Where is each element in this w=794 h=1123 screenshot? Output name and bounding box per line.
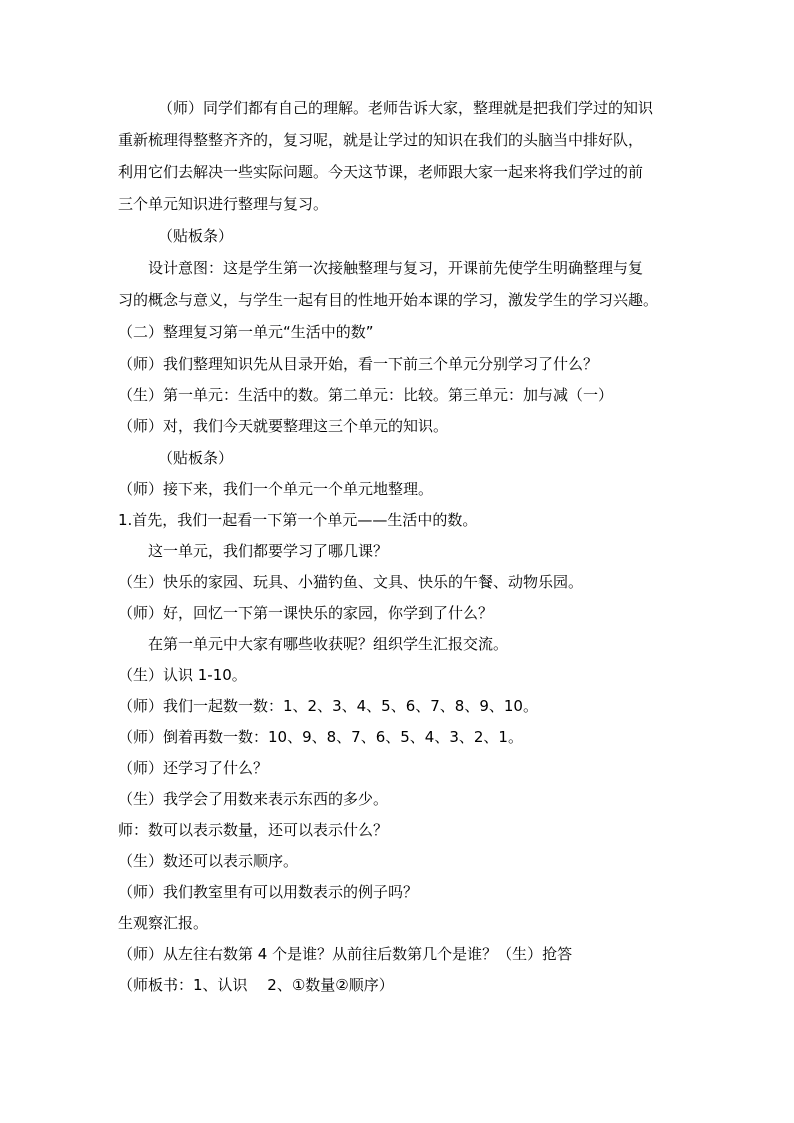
paragraph-line: （师）对，我们今天就要整理这三个单元的知识。 — [118, 417, 449, 435]
paragraph-line: （生）数还可以表示顺序。 — [118, 852, 299, 870]
paragraph-line: （生）认识 1-10。 — [118, 666, 247, 684]
paragraph-line: 生观察汇报。 — [118, 914, 209, 932]
paragraph-line: （生）快乐的家园、玩具、小猫钓鱼、文具、快乐的午餐、动物乐园。 — [118, 573, 584, 591]
paragraph-line: （师）接下来，我们一个单元一个单元地整理。 — [118, 480, 434, 498]
paragraph-line: （贴板条） — [158, 449, 234, 467]
paragraph-line: （贴板条） — [158, 227, 234, 245]
paragraph-line: 1.首先，我们一起看一下第一个单元——生活中的数。 — [118, 511, 478, 529]
paragraph-line: 这一单元，我们都要学习了哪几课？ — [148, 542, 389, 560]
paragraph-line: （生）我学会了用数来表示东西的多少。 — [118, 790, 389, 808]
paragraph-line: 重新梳理得整整齐齐的，复习呢，就是让学过的知识在我们的头脑当中排好队， — [118, 131, 644, 149]
paragraph-line: （师）倒着再数一数：10、9、8、7、6、5、4、3、2、1。 — [118, 728, 523, 746]
paragraph-line: 利用它们去解决一些实际问题。今天这节课，老师跟大家一起来将我们学过的前 — [118, 163, 644, 181]
paragraph-line: 三个单元知识进行整理与复习。 — [118, 195, 329, 213]
paragraph-line: （师）我们整理知识先从目录开始，看一下前三个单元分别学习了什么？ — [118, 355, 599, 373]
paragraph-line: （师）我们教室里有可以用数表示的例子吗？ — [118, 883, 419, 901]
section-heading: （二）整理复习第一单元“生活中的数” — [118, 323, 374, 341]
paragraph-line: （师）还学习了什么？ — [118, 759, 269, 777]
design-intent-line: 设计意图：这是学生第一次接触整理与复习，开课前先使学生明确整理与复 — [148, 259, 644, 277]
paragraph-line: 师：数可以表示数量，还可以表示什么？ — [118, 821, 389, 839]
paragraph-line: （师）同学们都有自己的理解。老师告诉大家，整理就是把我们学过的知识 — [158, 99, 654, 117]
paragraph-line: （生）第一单元：生活中的数。第二单元：比较。第三单元：加与减（一） — [118, 386, 614, 404]
paragraph-line: （师）好，回忆一下第一课快乐的家园，你学到了什么？ — [118, 604, 494, 622]
paragraph-line: 习的概念与意义，与学生一起有目的性地开始本课的学习，激发学生的学习兴趣。 — [118, 291, 659, 309]
paragraph-line: 在第一单元中大家有哪些收获呢？组织学生汇报交流。 — [148, 635, 509, 653]
paragraph-line: （师）从左往右数第 4 个是谁？从前往后数第几个是谁？（生）抢答 — [118, 945, 573, 963]
blackboard-note-line: （师板书：1、认识 2、①数量②顺序） — [118, 976, 394, 994]
paragraph-line: （师）我们一起数一数：1、2、3、4、5、6、7、8、9、10。 — [118, 697, 538, 715]
